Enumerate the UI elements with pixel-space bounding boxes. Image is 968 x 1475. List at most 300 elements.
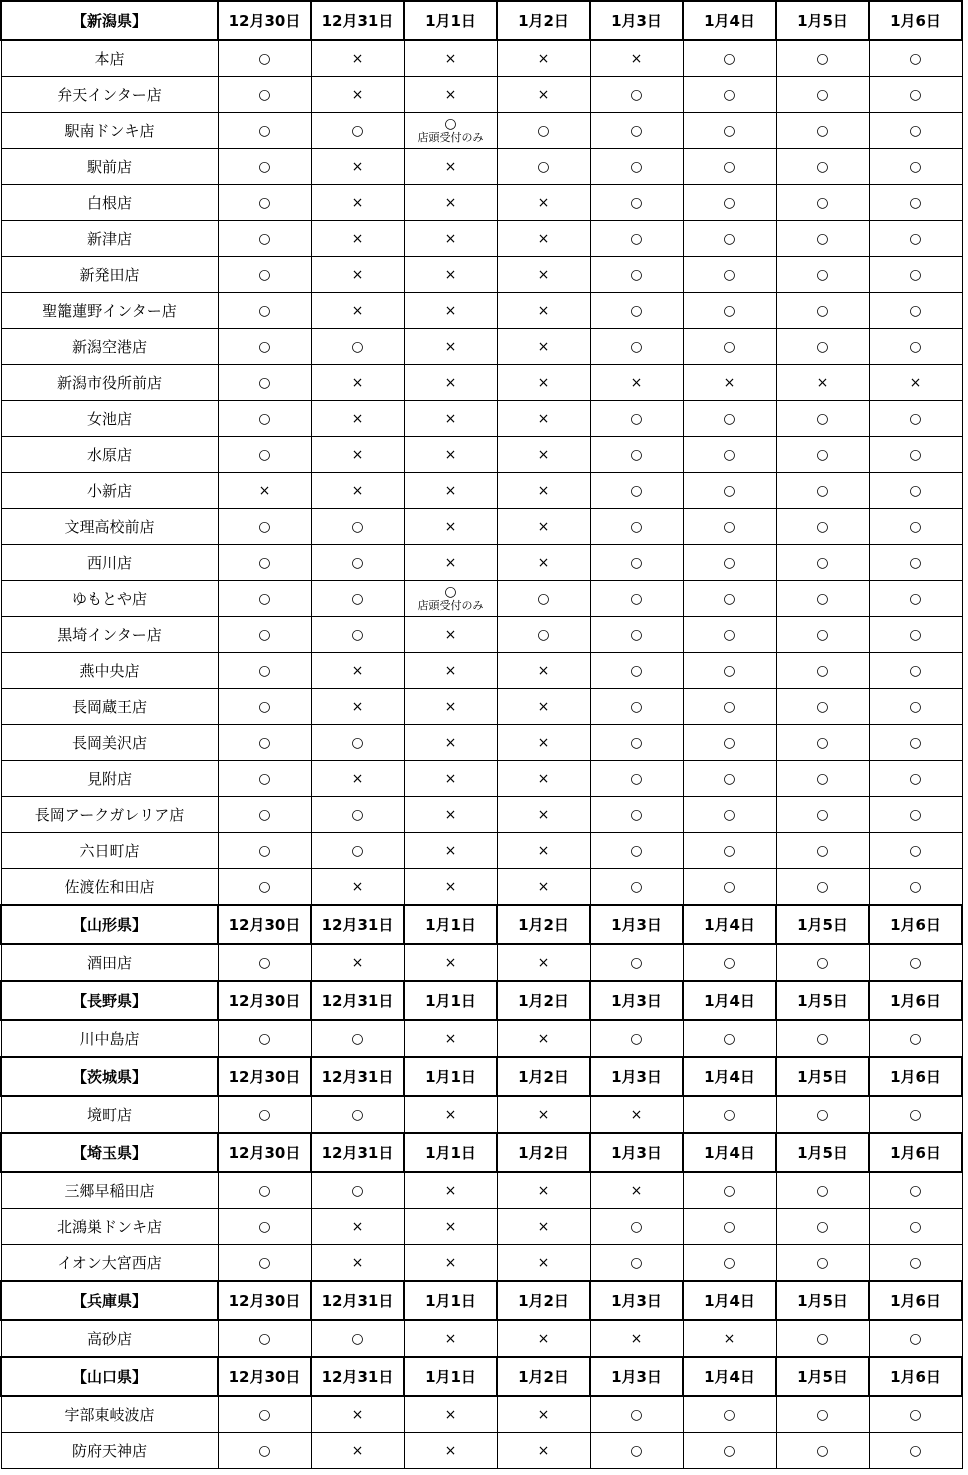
- status-cell: [218, 293, 311, 329]
- status-mark: ○: [630, 194, 643, 211]
- status-mark: ○: [816, 230, 829, 247]
- status-mark: ○: [723, 1254, 736, 1271]
- status-mark: ○: [723, 698, 736, 715]
- status-mark: ×: [351, 50, 364, 67]
- prefecture-header-row: [1, 1281, 962, 1320]
- status-cell: [590, 1396, 683, 1433]
- status-mark: ○: [909, 518, 922, 535]
- status-mark: ×: [537, 734, 550, 751]
- prefecture-header-row: [1, 905, 962, 944]
- status-mark: ○: [909, 410, 922, 427]
- status-mark: ○: [816, 266, 829, 283]
- status-mark: ○: [723, 734, 736, 751]
- status-cell: [497, 329, 590, 365]
- date-header: 1月3日: [590, 1, 683, 40]
- status-cell: [683, 437, 776, 473]
- status-mark: ○: [258, 86, 271, 103]
- status-cell: [497, 221, 590, 257]
- store-name: 聖籠蓮野インター店: [1, 293, 218, 329]
- date-header: 1月3日: [590, 981, 683, 1020]
- status-cell: [869, 401, 962, 437]
- store-name: 三郷早稲田店: [1, 1172, 218, 1209]
- status-cell: [497, 1396, 590, 1433]
- status-mark: ○: [258, 1218, 271, 1235]
- store-row: [1, 653, 962, 689]
- status-mark: ○: [258, 842, 271, 859]
- status-mark: ○: [816, 734, 829, 751]
- date-header: 12月30日: [218, 905, 311, 944]
- status-cell: [497, 473, 590, 509]
- status-cell: [869, 257, 962, 293]
- status-cell: [590, 797, 683, 833]
- status-cell: [590, 185, 683, 221]
- date-header: 1月3日: [590, 905, 683, 944]
- status-cell: [497, 40, 590, 77]
- status-cell: [683, 1245, 776, 1282]
- date-header: 12月30日: [218, 1357, 311, 1396]
- status-cell: [218, 509, 311, 545]
- status-cell: [311, 509, 404, 545]
- store-name: 佐渡佐和田店: [1, 869, 218, 906]
- status-cell: [497, 77, 590, 113]
- status-cell: [590, 149, 683, 185]
- status-mark: ○: [723, 842, 736, 859]
- store-name: 本店: [1, 40, 218, 77]
- date-header: 1月6日: [869, 1281, 962, 1320]
- status-cell: [311, 1320, 404, 1357]
- store-name: 川中島店: [1, 1020, 218, 1057]
- status-mark: ×: [351, 878, 364, 895]
- date-header: 1月5日: [776, 1357, 869, 1396]
- status-cell: [683, 725, 776, 761]
- status-mark: ○: [630, 842, 643, 859]
- status-cell: [590, 40, 683, 77]
- store-name: 長岡美沢店: [1, 725, 218, 761]
- status-cell: [218, 797, 311, 833]
- status-cell: [404, 761, 497, 797]
- status-cell: [218, 437, 311, 473]
- status-cell: [311, 1396, 404, 1433]
- store-name: 駅南ドンキ店: [1, 113, 218, 149]
- date-header: 1月4日: [683, 905, 776, 944]
- status-mark: ○: [816, 842, 829, 859]
- status-mark: ×: [351, 302, 364, 319]
- status-cell: [683, 761, 776, 797]
- status-mark: ×: [537, 1030, 550, 1047]
- status-cell: [218, 869, 311, 906]
- status-cell: [776, 1245, 869, 1282]
- prefecture-header-row: [1, 1133, 962, 1172]
- status-mark: ○: [723, 122, 736, 139]
- store-name: 白根店: [1, 185, 218, 221]
- status-cell: [404, 833, 497, 869]
- status-cell: [776, 77, 869, 113]
- status-cell: [311, 293, 404, 329]
- date-header: 1月5日: [776, 1133, 869, 1172]
- status-mark: ○: [909, 1030, 922, 1047]
- status-mark: ○: [258, 954, 271, 971]
- status-mark: ○: [537, 122, 550, 139]
- status-cell: [683, 329, 776, 365]
- status-mark: ×: [444, 734, 457, 751]
- store-name: 長岡蔵王店: [1, 689, 218, 725]
- date-header: 1月5日: [776, 1057, 869, 1096]
- status-mark: ×: [537, 410, 550, 427]
- status-mark: ○: [258, 1106, 271, 1123]
- status-cell: [497, 185, 590, 221]
- status-cell: [404, 581, 497, 617]
- status-cell: [776, 401, 869, 437]
- status-cell: [497, 149, 590, 185]
- store-row: [1, 473, 962, 509]
- status-cell: [869, 1209, 962, 1245]
- status-cell: [218, 581, 311, 617]
- status-mark: ×: [444, 1106, 457, 1123]
- store-row: [1, 185, 962, 221]
- status-cell: [776, 185, 869, 221]
- status-cell: [776, 113, 869, 149]
- status-mark: ×: [444, 1406, 457, 1423]
- store-row: [1, 257, 962, 293]
- status-cell: [683, 1020, 776, 1057]
- status-cell: [590, 221, 683, 257]
- status-mark: ○: [816, 50, 829, 67]
- status-mark: ○: [258, 410, 271, 427]
- status-cell: [311, 437, 404, 473]
- status-mark: ○: [909, 1406, 922, 1423]
- status-cell: [776, 1320, 869, 1357]
- status-mark: ×: [444, 698, 457, 715]
- status-mark: ○: [258, 122, 271, 139]
- status-cell: [869, 1396, 962, 1433]
- status-cell: [311, 1096, 404, 1133]
- status-mark: ○: [909, 302, 922, 319]
- status-cell: [218, 944, 311, 981]
- status-mark: ○: [258, 1406, 271, 1423]
- store-name: 酒田店: [1, 944, 218, 981]
- status-mark: ○: [258, 590, 271, 607]
- status-cell: [404, 653, 497, 689]
- status-cell: [590, 77, 683, 113]
- date-header: 12月30日: [218, 1057, 311, 1096]
- status-cell: [776, 365, 869, 401]
- status-mark: ×: [444, 662, 457, 679]
- date-header: 1月4日: [683, 981, 776, 1020]
- status-cell: [869, 365, 962, 401]
- status-cell: [590, 329, 683, 365]
- status-mark: ×: [537, 230, 550, 247]
- status-mark: ○: [258, 1030, 271, 1047]
- status-mark: ○: [630, 122, 643, 139]
- status-mark: ×: [444, 626, 457, 643]
- status-cell: [404, 257, 497, 293]
- status-cell: [776, 257, 869, 293]
- status-cell: [590, 509, 683, 545]
- status-cell: [683, 833, 776, 869]
- status-mark: ○: [258, 518, 271, 535]
- status-mark: ○: [723, 194, 736, 211]
- status-mark: ○: [258, 158, 271, 175]
- status-mark: ×: [351, 482, 364, 499]
- status-cell: [869, 689, 962, 725]
- store-row: [1, 1320, 962, 1357]
- status-cell: [776, 1433, 869, 1469]
- status-mark: ○: [909, 1106, 922, 1123]
- status-mark: ○: [816, 158, 829, 175]
- store-row: [1, 833, 962, 869]
- status-cell: [683, 77, 776, 113]
- status-mark: ○: [816, 1254, 829, 1271]
- status-cell: [869, 869, 962, 906]
- status-cell: [590, 257, 683, 293]
- status-mark: ○: [258, 1254, 271, 1271]
- status-cell: [869, 221, 962, 257]
- status-cell: [404, 797, 497, 833]
- status-mark: ×: [537, 1442, 550, 1459]
- status-cell: [683, 293, 776, 329]
- status-mark: ×: [630, 50, 643, 67]
- status-cell: [869, 653, 962, 689]
- store-row: [1, 725, 962, 761]
- store-row: [1, 545, 962, 581]
- status-cell: [590, 617, 683, 653]
- date-header: 12月31日: [311, 1357, 404, 1396]
- status-mark: ○: [258, 1330, 271, 1347]
- status-mark: ○: [909, 194, 922, 211]
- status-mark: ×: [537, 302, 550, 319]
- status-mark: ○: [909, 122, 922, 139]
- status-mark: ○: [816, 482, 829, 499]
- status-mark: ○: [909, 1218, 922, 1235]
- status-mark: ○: [816, 86, 829, 103]
- status-mark: ○: [909, 1330, 922, 1347]
- status-cell: [311, 365, 404, 401]
- store-row: [1, 617, 962, 653]
- status-mark: ×: [537, 86, 550, 103]
- status-cell: [590, 1020, 683, 1057]
- status-mark: ○: [909, 1442, 922, 1459]
- status-cell: [683, 653, 776, 689]
- status-mark: ○: [351, 1330, 364, 1347]
- status-mark: ×: [444, 1330, 457, 1347]
- status-cell: [218, 725, 311, 761]
- status-mark: ○: [816, 1218, 829, 1235]
- status-cell: [776, 1096, 869, 1133]
- status-mark: ○: [909, 230, 922, 247]
- store-row: [1, 221, 962, 257]
- status-cell: [869, 77, 962, 113]
- status-cell: [404, 1096, 497, 1133]
- status-cell: [590, 581, 683, 617]
- status-mark: ×: [537, 842, 550, 859]
- status-mark: ○: [909, 842, 922, 859]
- status-mark: ○: [909, 554, 922, 571]
- status-mark: ○: [258, 878, 271, 895]
- status-cell: [590, 1245, 683, 1282]
- status-cell: [404, 365, 497, 401]
- store-row: [1, 40, 962, 77]
- status-mark: ○: [723, 50, 736, 67]
- status-cell: [497, 1172, 590, 1209]
- status-cell: [311, 113, 404, 149]
- date-header: 1月2日: [497, 1133, 590, 1172]
- status-cell: [218, 1433, 311, 1469]
- status-cell: [218, 833, 311, 869]
- status-mark: ×: [444, 954, 457, 971]
- store-row: [1, 797, 962, 833]
- date-header: 12月31日: [311, 1281, 404, 1320]
- status-mark: ○: [816, 1182, 829, 1199]
- status-mark: ○: [351, 554, 364, 571]
- status-mark: ○: [351, 1182, 364, 1199]
- status-mark: ×: [351, 230, 364, 247]
- status-cell: [218, 545, 311, 581]
- status-cell: [590, 293, 683, 329]
- status-mark: ○: [258, 1182, 271, 1199]
- status-cell: [404, 944, 497, 981]
- status-cell: [497, 1209, 590, 1245]
- status-mark: ×: [351, 1442, 364, 1459]
- status-mark: ○: [816, 302, 829, 319]
- status-cell: [497, 617, 590, 653]
- status-cell: [590, 1433, 683, 1469]
- store-name: 燕中央店: [1, 653, 218, 689]
- date-header: 1月5日: [776, 981, 869, 1020]
- store-name: 新発田店: [1, 257, 218, 293]
- status-mark: ×: [351, 1406, 364, 1423]
- status-mark: ○: [723, 806, 736, 823]
- status-mark: ×: [723, 374, 736, 391]
- status-cell: [497, 833, 590, 869]
- store-name: 六日町店: [1, 833, 218, 869]
- status-mark: ○: [258, 338, 271, 355]
- status-mark: ×: [537, 698, 550, 715]
- status-mark: ×: [444, 266, 457, 283]
- status-cell: [683, 617, 776, 653]
- status-cell: [776, 944, 869, 981]
- status-cell: [404, 437, 497, 473]
- store-name: 新潟空港店: [1, 329, 218, 365]
- status-cell: [311, 473, 404, 509]
- status-mark: ○: [816, 1406, 829, 1423]
- status-mark: ×: [351, 662, 364, 679]
- store-name: ゆもとや店: [1, 581, 218, 617]
- status-mark: ×: [537, 954, 550, 971]
- status-cell: [869, 185, 962, 221]
- status-cell: [497, 509, 590, 545]
- status-cell: [869, 1245, 962, 1282]
- status-cell: [683, 185, 776, 221]
- status-mark: ○: [723, 626, 736, 643]
- date-header: 12月31日: [311, 1133, 404, 1172]
- status-mark: ○: [723, 878, 736, 895]
- status-cell: [311, 1209, 404, 1245]
- status-cell: [404, 149, 497, 185]
- status-cell: [497, 581, 590, 617]
- status-cell: [869, 509, 962, 545]
- prefecture-label: 【埼玉県】: [1, 1133, 218, 1172]
- status-cell: [683, 401, 776, 437]
- status-mark: ○: [816, 626, 829, 643]
- status-cell: [311, 725, 404, 761]
- store-row: [1, 365, 962, 401]
- status-mark: ○: [816, 698, 829, 715]
- status-mark: ○: [816, 590, 829, 607]
- status-cell: [404, 1172, 497, 1209]
- status-mark: ○: [909, 338, 922, 355]
- status-cell: [497, 113, 590, 149]
- prefecture-header-row: [1, 1057, 962, 1096]
- status-mark: ○: [630, 698, 643, 715]
- status-cell: [683, 1396, 776, 1433]
- status-mark: ×: [444, 410, 457, 427]
- status-cell: [776, 725, 869, 761]
- status-mark: ○: [630, 482, 643, 499]
- status-cell: [404, 509, 497, 545]
- status-cell: [404, 40, 497, 77]
- status-mark: ○: [537, 626, 550, 643]
- status-mark: ○: [723, 230, 736, 247]
- date-header: 1月2日: [497, 1281, 590, 1320]
- status-cell: [311, 761, 404, 797]
- status-cell: [590, 761, 683, 797]
- status-mark: ×: [816, 374, 829, 391]
- status-mark: ○: [816, 770, 829, 787]
- status-cell: [869, 1320, 962, 1357]
- status-cell: [497, 257, 590, 293]
- store-row: [1, 581, 962, 617]
- status-mark: ○: [630, 302, 643, 319]
- status-mark: ×: [444, 86, 457, 103]
- store-row: [1, 401, 962, 437]
- status-mark: ○: [351, 590, 364, 607]
- status-cell: [590, 944, 683, 981]
- status-cell: [776, 1020, 869, 1057]
- status-cell: [776, 509, 869, 545]
- status-cell: [311, 581, 404, 617]
- status-cell: [497, 545, 590, 581]
- status-cell: [404, 113, 497, 149]
- status-mark: ○: [630, 1406, 643, 1423]
- status-mark: ×: [351, 374, 364, 391]
- status-cell: [683, 221, 776, 257]
- status-cell: [683, 797, 776, 833]
- status-cell: [311, 401, 404, 437]
- status-mark: ×: [444, 482, 457, 499]
- status-mark: ○: [909, 1254, 922, 1271]
- status-mark: ○: [630, 590, 643, 607]
- status-cell: [311, 257, 404, 293]
- prefecture-label: 【山形県】: [1, 905, 218, 944]
- status-cell: [404, 1396, 497, 1433]
- status-cell: [776, 329, 869, 365]
- status-mark: ×: [351, 954, 364, 971]
- status-cell: [497, 401, 590, 437]
- status-mark: ○: [723, 86, 736, 103]
- store-name: 西川店: [1, 545, 218, 581]
- status-mark: ○: [258, 50, 271, 67]
- status-mark: ○: [816, 954, 829, 971]
- status-mark: ○: [909, 446, 922, 463]
- store-row: [1, 329, 962, 365]
- prefecture-label: 【新潟県】: [1, 1, 218, 40]
- date-header: 12月30日: [218, 981, 311, 1020]
- status-mark: ○: [816, 194, 829, 211]
- store-row: [1, 509, 962, 545]
- status-cell: [218, 1396, 311, 1433]
- status-mark: ○: [723, 482, 736, 499]
- status-cell: [869, 293, 962, 329]
